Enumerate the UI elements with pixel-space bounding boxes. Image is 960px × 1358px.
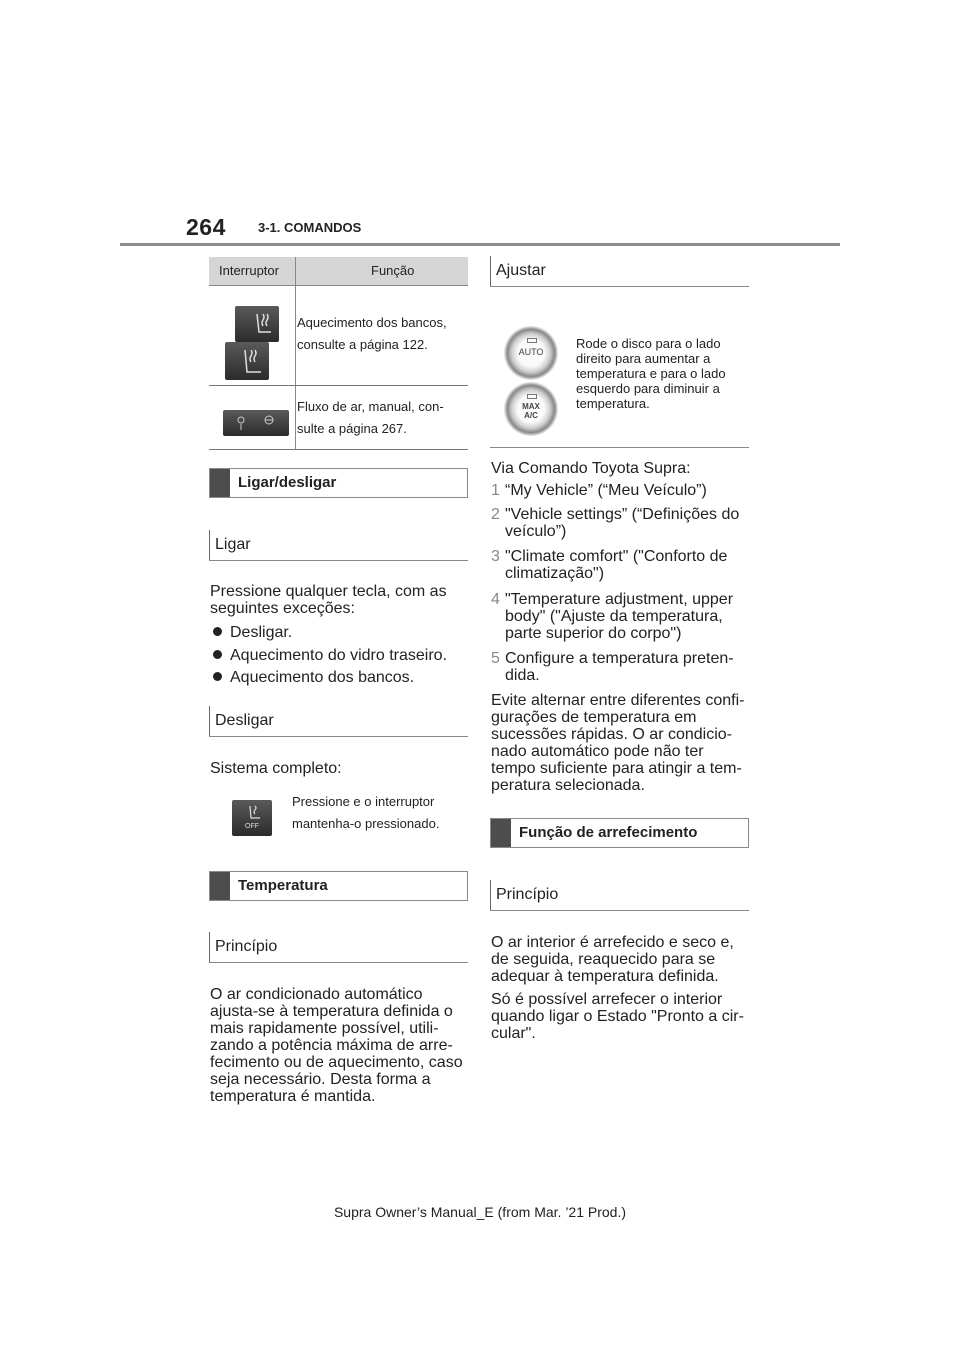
table-col-interruptor: Interruptor: [219, 263, 279, 278]
principio2-text2: Só é possível arrefecer o interior quando ligar o Estado "Pronto a cir-cular".: [491, 991, 744, 1042]
list-item: 5 Configure a temperatura preten-dida.: [491, 650, 734, 684]
subheading-ajustar: Ajustar: [490, 256, 749, 287]
subheading-desligar: Desligar: [209, 706, 468, 737]
list-item: 4 "Temperature adjustment, upper body" ("Ajuste da temperatura, parte superior do corpo"): [491, 591, 734, 642]
table-row: [209, 386, 468, 450]
heading-temperatura: Temperatura: [209, 871, 468, 901]
ajustar-text: Rode o disco para o lado direito para aumentar a temperatura e para o lado esquerdo para diminuir a temperatura.: [576, 336, 726, 411]
table-header: [209, 257, 468, 286]
section-title: 3-1. COMANDOS: [258, 220, 362, 235]
subheading-ligar: Ligar: [209, 530, 468, 561]
air-flow-icon: [223, 410, 289, 436]
table-cell-function: Aquecimento dos bancos, consulte a página 122.: [297, 315, 447, 352]
page-number: 264: [186, 214, 226, 240]
auto-knob-icon: AUTO: [504, 326, 558, 380]
desligar-instruction: Pressione e o interruptor mantenha-o pressionado.: [292, 794, 440, 831]
list-item: 1 “My Vehicle” (“Meu Veículo”): [491, 482, 707, 499]
via-note: Evite alternar entre diferentes confi-gurações de temperatura em sucessões rápidas. O ar condicio-nado automático pode não ter tempo suficiente para atingir a tem-peratura selecionada.: [491, 692, 745, 794]
list-item: 2 "Vehicle settings” (“Definições do veículo”): [491, 506, 740, 540]
principio2-text1: O ar interior é arrefecido e seco e, de seguida, reaquecido para se adequar à temperatura definida.: [491, 934, 734, 985]
max-ac-knob-icon: MAX A/C: [504, 382, 558, 436]
heading-ligar-desligar: Ligar/desligar: [209, 468, 468, 498]
header-divider: [120, 243, 840, 246]
list-item: Desligar.: [213, 624, 292, 641]
subheading-principio: Princípio: [209, 932, 468, 963]
via-intro: Via Comando Toyota Supra:: [491, 460, 691, 477]
footer: Supra Owner’s Manual_E (from Mar. ’21 Prod.): [333, 1204, 627, 1220]
heading-funcao-arrefecimento: Função de arrefecimento: [490, 818, 749, 848]
table-row: [209, 286, 468, 386]
table-col-funcao: Função: [371, 263, 415, 278]
ligar-text: Pressione qualquer tecla, com as seguintes exceções:: [210, 583, 447, 617]
list-item: Aquecimento dos bancos.: [213, 669, 414, 686]
table-divider: [295, 257, 296, 285]
list-item: 3 "Climate comfort" ("Conforto de climatização"): [491, 548, 728, 582]
principio-text: O ar condicionado automático ajusta-se à temperatura definida o mais rapidamente possível, utili-zando a potência máxima de arre-fecimento ou de aquecimento, caso seja necessário. Desta forma a temperatura é mantida.: [210, 986, 463, 1105]
desligar-text: Sistema completo:: [210, 760, 342, 777]
table-cell-function: Fluxo de ar, manual, con-sulte a página 267.: [297, 399, 444, 436]
subheading-principio: Princípio: [490, 880, 749, 911]
off-button-icon: OFF: [232, 800, 272, 836]
list-item: Aquecimento do vidro traseiro.: [213, 647, 447, 664]
ajustar-divider: [490, 447, 749, 448]
seat-heating-icon: [223, 306, 283, 382]
